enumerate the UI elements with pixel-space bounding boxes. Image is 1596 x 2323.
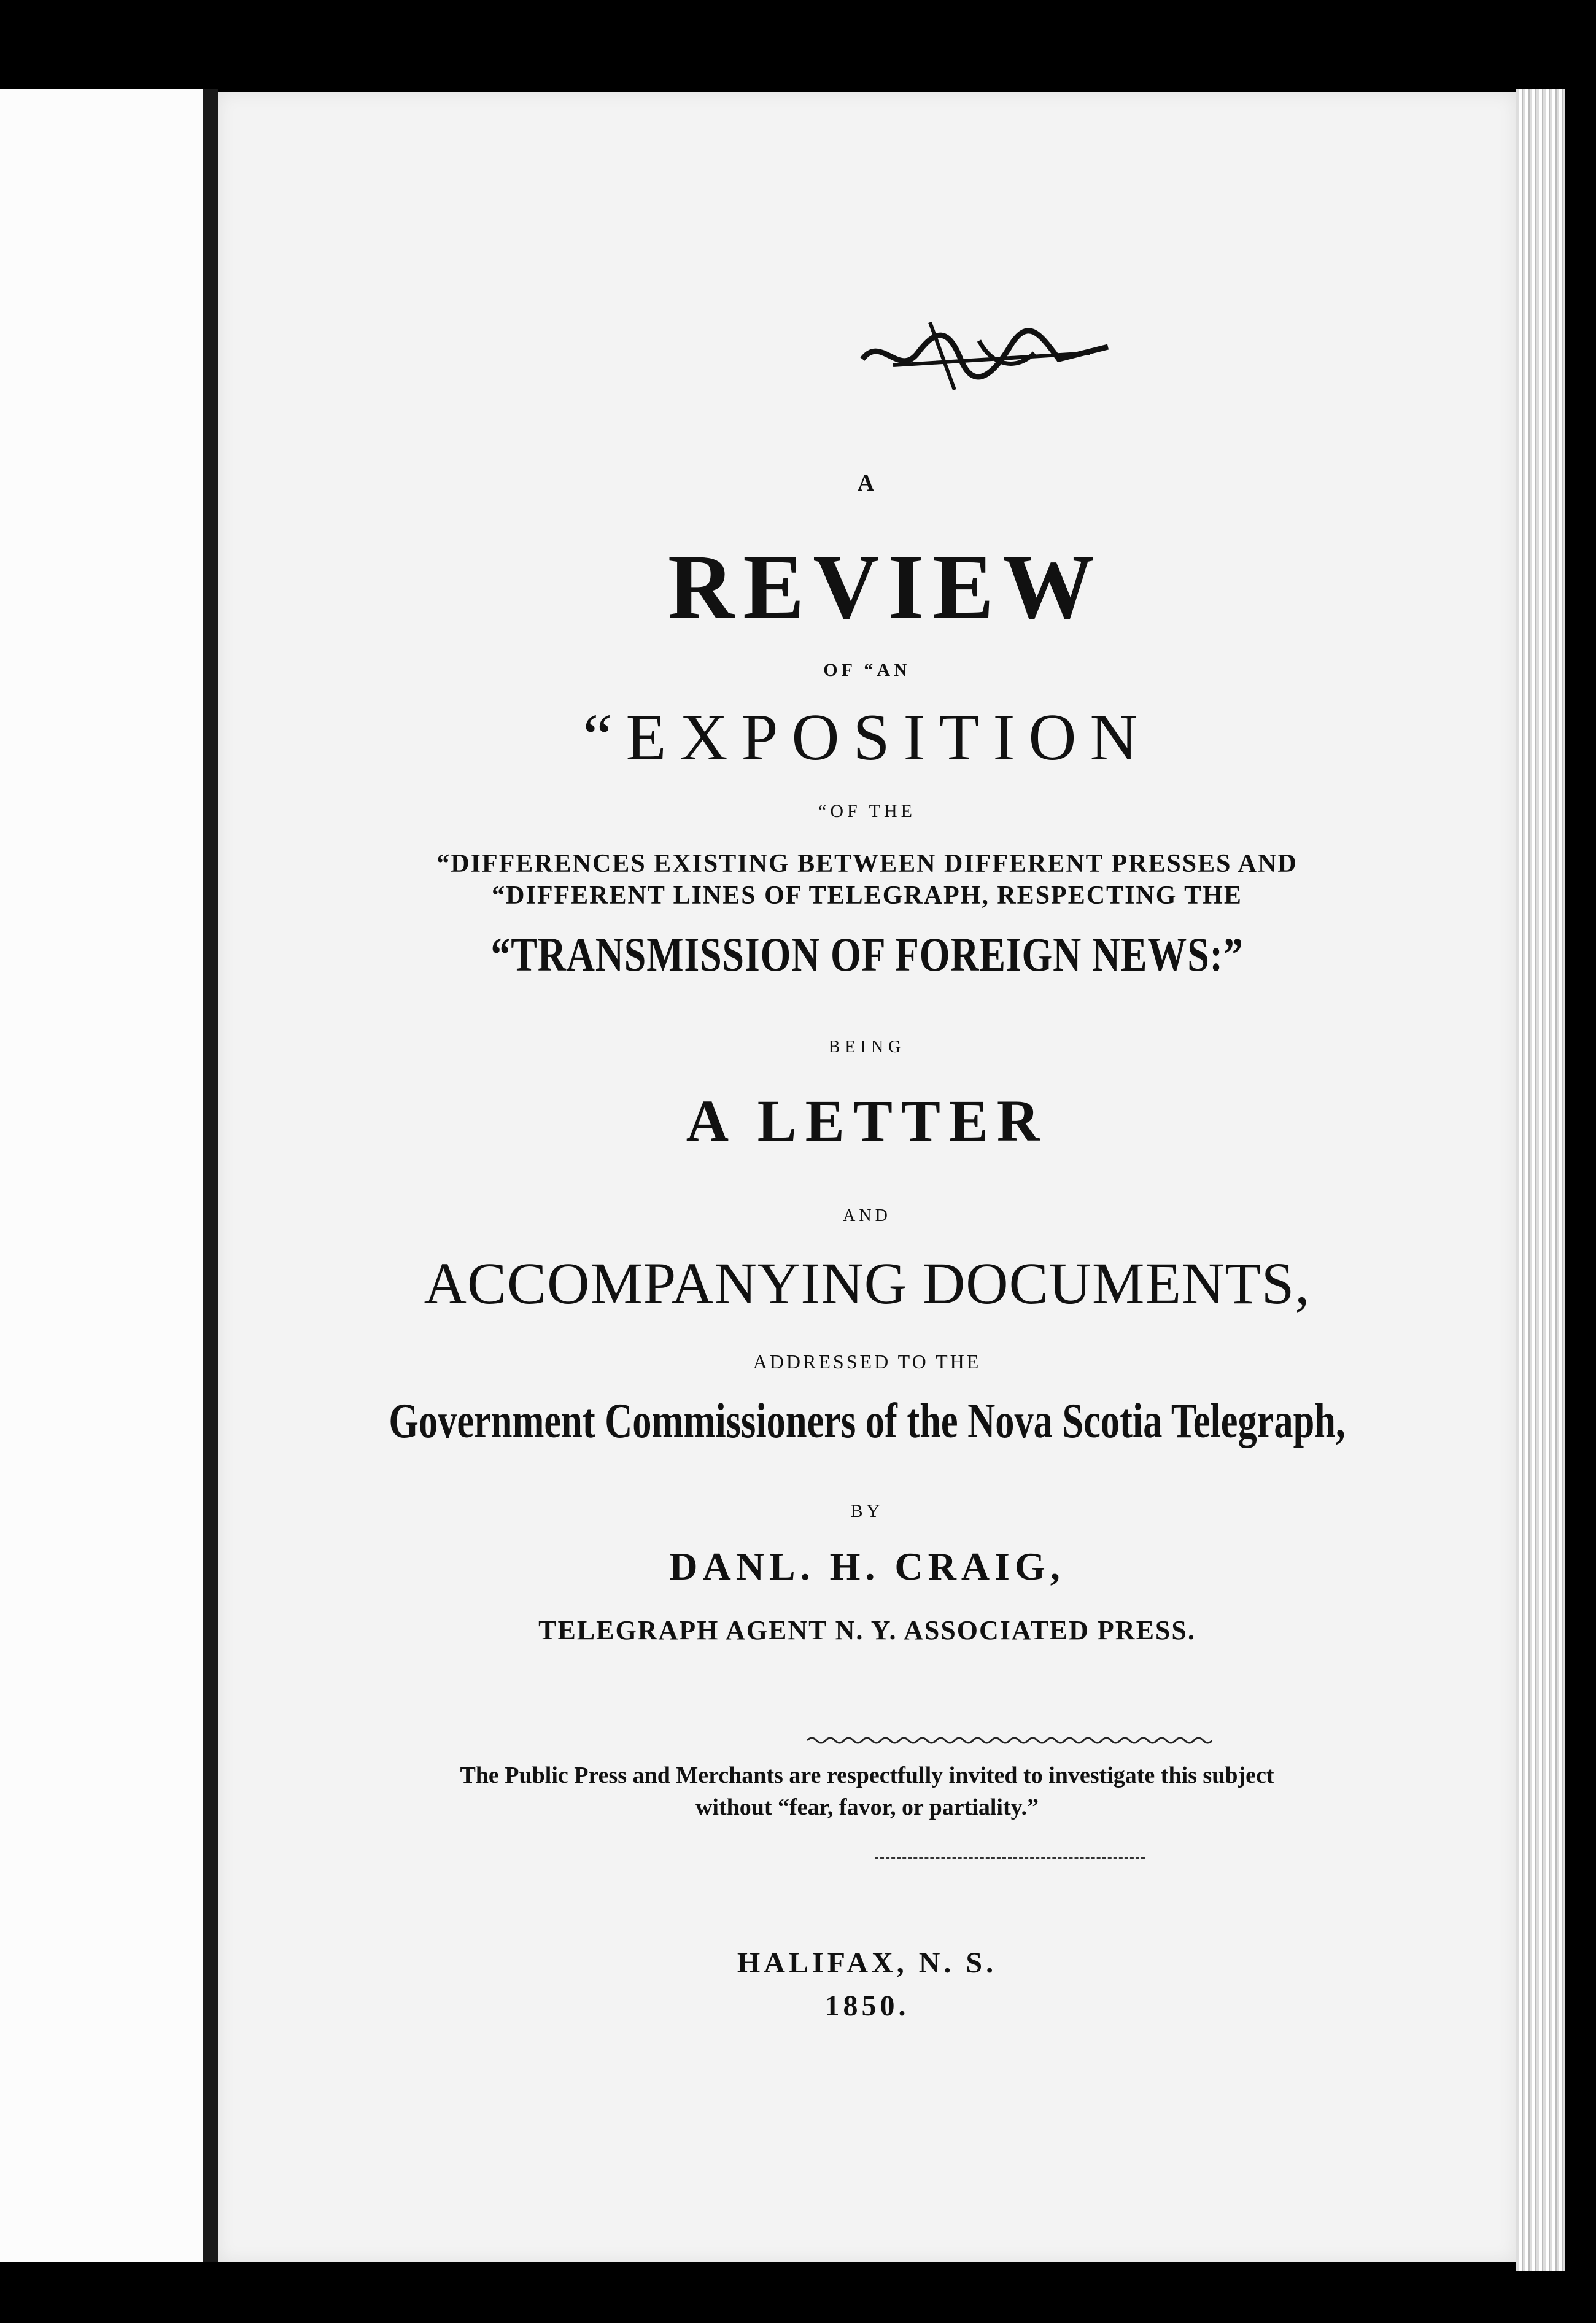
article-a: A [857, 470, 877, 496]
a-letter-heading: A LETTER [686, 1088, 1048, 1154]
handwritten-signature [856, 310, 1114, 396]
wavy-rule [807, 1734, 1212, 1747]
differences-line-1: “DIFFERENCES EXISTING BETWEEN DIFFERENT PRESSES AND [436, 850, 1298, 878]
of-an-line: OF “AN [823, 660, 911, 680]
book-gutter [203, 89, 218, 2262]
imprint-place: HALIFAX, N. S. [737, 1947, 998, 1979]
of-the-line: “OF THE [818, 801, 916, 821]
facing-blank-page [0, 89, 203, 2262]
transmission-line: “TRANSMISSION OF FOREIGN NEWS:” [490, 928, 1244, 981]
and-line: AND [843, 1206, 891, 1225]
author-name: DANL. H. CRAIG, [669, 1545, 1065, 1588]
page-edges [1516, 89, 1565, 2271]
differences-line-2: “DIFFERENT LINES OF TELEGRAPH, RESPECTING THE [492, 882, 1242, 910]
government-commissioners-line: Government Commissioners of the Nova Scotia Telegraph, [389, 1394, 1346, 1448]
notice-line-1: The Public Press and Merchants are respectfully invited to investigate this subject [460, 1763, 1274, 1788]
being-line: BEING [828, 1037, 906, 1057]
addressed-line: ADDRESSED TO THE [753, 1351, 982, 1373]
imprint-year: 1850. [824, 1990, 910, 2022]
by-line: BY [850, 1501, 884, 1521]
title-exposition: “EXPOSITION [583, 701, 1152, 774]
dashed-rule [875, 1857, 1145, 1859]
title-review: REVIEW [667, 536, 1104, 638]
notice-line-2: without “fear, favor, or partiality.” [695, 1794, 1039, 1820]
title-page [218, 92, 1516, 2262]
author-title: TELEGRAPH AGENT N. Y. ASSOCIATED PRESS. [538, 1615, 1196, 1645]
accompanying-documents-heading: ACCOMPANYING DOCUMENTS, [424, 1251, 1311, 1316]
